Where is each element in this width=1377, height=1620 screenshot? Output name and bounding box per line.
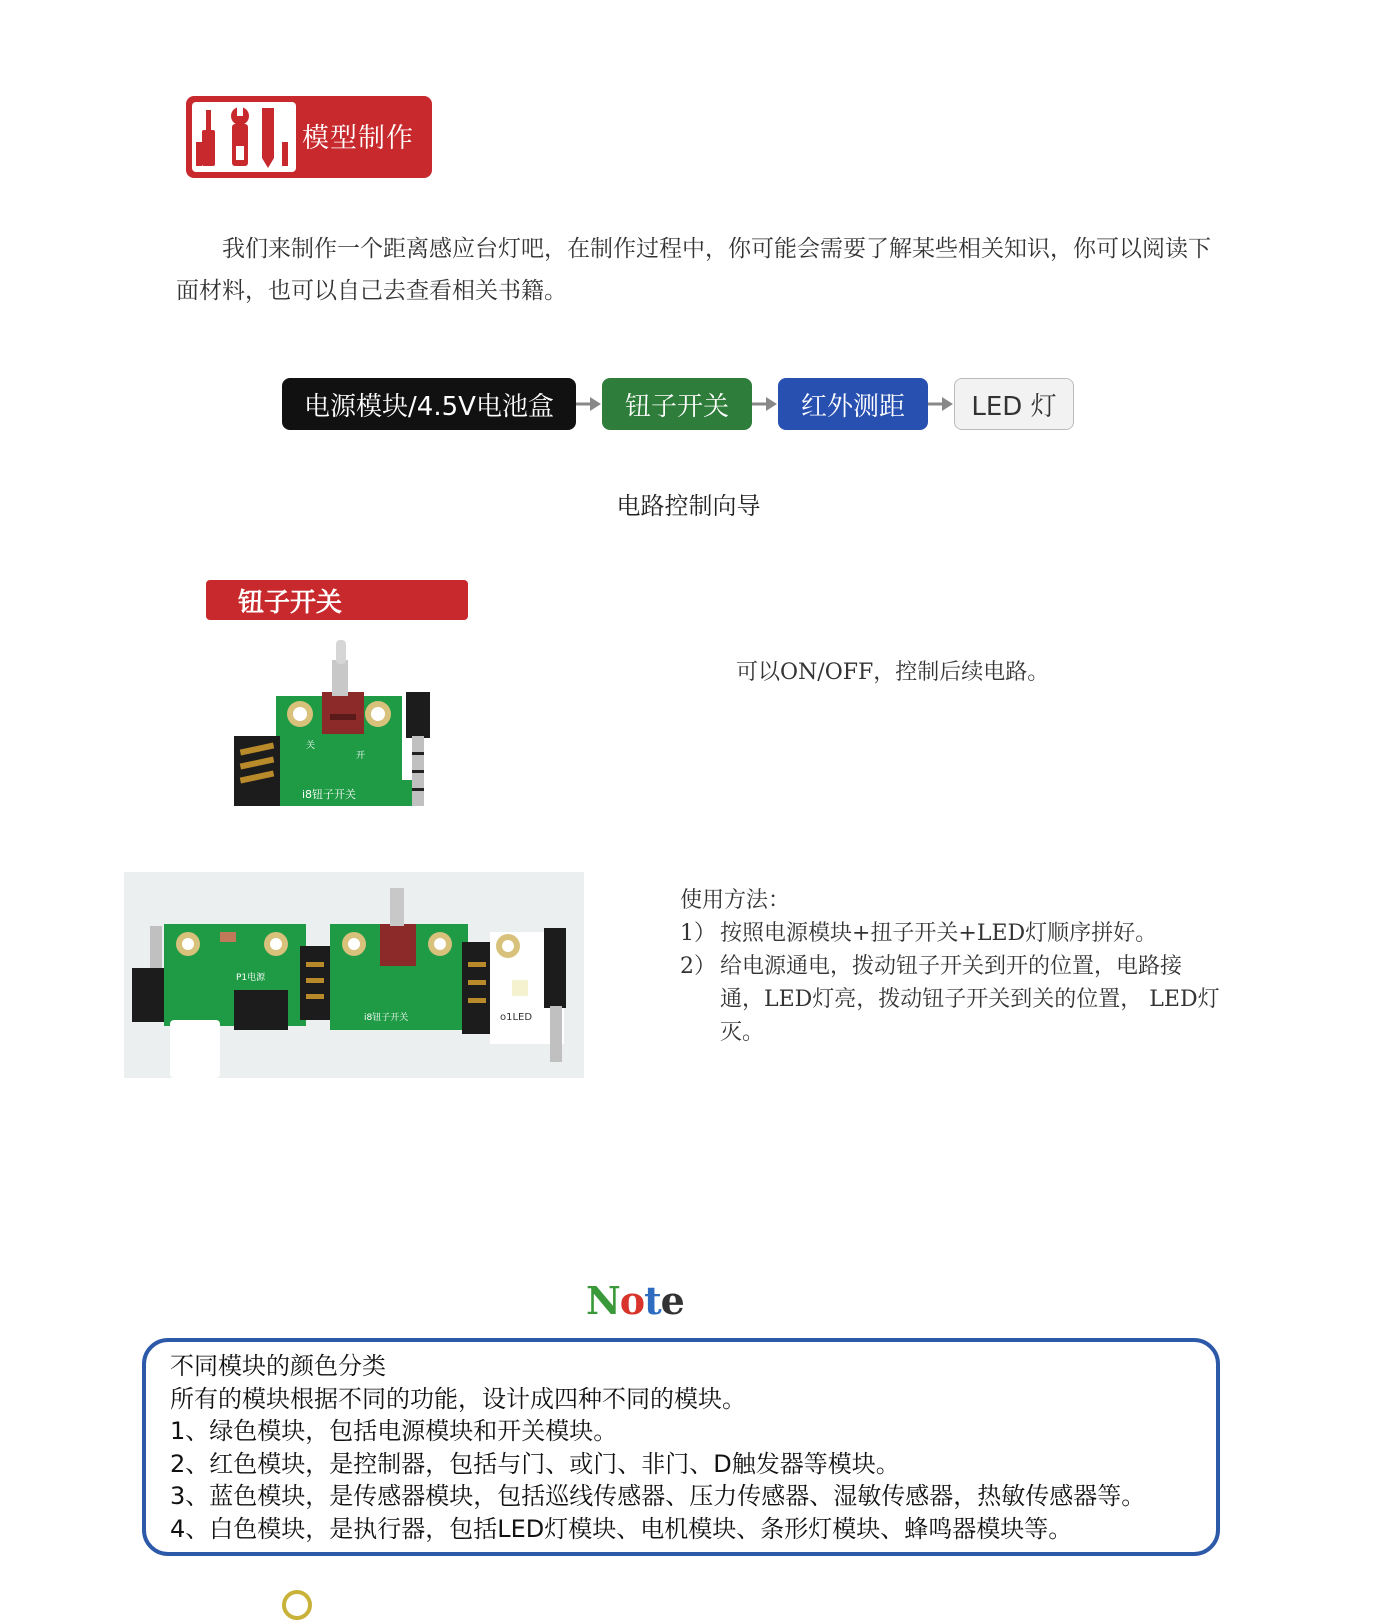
note-title — [586, 1278, 684, 1323]
assembly-photo — [124, 872, 584, 1078]
arrow-right-icon — [928, 394, 954, 414]
intro-text: 我们来制作一个距离感应台灯吧，在制作过程中，你可能会需要了解某些相关知识，你可以阅读下面材料，也可以自己去查看相关书籍。 — [176, 236, 1211, 304]
note-line: 2、红色模块，是控制器，包括与门、或门、非门、D触发器等模块。 — [170, 1449, 900, 1478]
note-line: 不同模块的颜色分类 — [170, 1352, 386, 1380]
toggle-switch-description: 可以ON/OFF，控制后续电路。 — [736, 660, 1050, 685]
note-line: 1、绿色模块，包括电源模块和开关模块。 — [170, 1417, 618, 1445]
arrow-right-icon — [576, 394, 602, 414]
usage-step-number: 2） — [680, 954, 716, 979]
flow-step-label: 红外测距 — [800, 391, 905, 422]
note-title-letter: N — [586, 1278, 620, 1323]
note-line: 所有的模块根据不同的功能，设计成四种不同的模块。 — [170, 1384, 746, 1413]
arrow-right-icon — [752, 394, 778, 414]
switch-off-label: 关 — [306, 741, 316, 751]
switch-on-label: 开 — [356, 751, 366, 761]
flow-step-label: 电源模块/4.5V电池盒 — [304, 391, 554, 422]
usage-title: 使用方法： — [680, 888, 791, 913]
note-title-text — [586, 1278, 684, 1323]
section-header-badge — [186, 96, 432, 178]
decorative-circle-icon — [282, 1590, 312, 1620]
note-title-letter: o — [619, 1278, 645, 1323]
intro-paragraph — [176, 228, 1216, 312]
flow-step-label: LED 灯 — [971, 391, 1057, 422]
toggle-switch-module-photo — [226, 640, 458, 828]
flow-caption: 电路控制向导 — [616, 492, 761, 520]
note-box — [142, 1338, 1220, 1556]
toggle-switch-label: 钮子开关 — [206, 580, 468, 620]
flow-step-ir-ranging — [778, 378, 928, 430]
note-title-letter: e — [660, 1278, 684, 1323]
flow-step-power — [282, 378, 576, 430]
usage-instructions — [680, 884, 1220, 1049]
board-silkscreen-label: i8钮子开关 — [302, 788, 357, 801]
note-title-letter: t — [644, 1278, 661, 1323]
usage-step — [680, 950, 1220, 1049]
usage-step-number: 1） — [680, 921, 716, 946]
switch-board-label: i8钮子开关 — [364, 1013, 409, 1023]
flow-step-led — [954, 378, 1074, 430]
flow-step-switch — [602, 378, 752, 430]
led-board-label: o1LED — [500, 1012, 533, 1023]
circuit-flow-diagram — [282, 377, 1074, 431]
tools-icon — [192, 102, 296, 172]
power-board-label: P1电源 — [236, 973, 266, 983]
section-title: 模型制作 — [302, 123, 414, 154]
usage-step — [680, 917, 1220, 950]
note-line: 4、白色模块，是执行器，包括LED灯模块、电机模块、条形灯模块、蜂鸣器模块等。 — [170, 1514, 1073, 1543]
usage-step-text: 按照电源模块+扭子开关+LED灯顺序拼好。 — [720, 921, 1158, 946]
usage-step-text: 给电源通电，拨动钮子开关到开的位置，电路接通，LED灯亮，拨动钮子开关到关的位置， LED灯灭。 — [720, 954, 1220, 1045]
note-line: 3、蓝色模块，是传感器模块，包括巡线传感器、压力传感器、湿敏传感器，热敏传感器等。 — [170, 1482, 1146, 1510]
flow-step-label: 钮子开关 — [624, 391, 729, 422]
